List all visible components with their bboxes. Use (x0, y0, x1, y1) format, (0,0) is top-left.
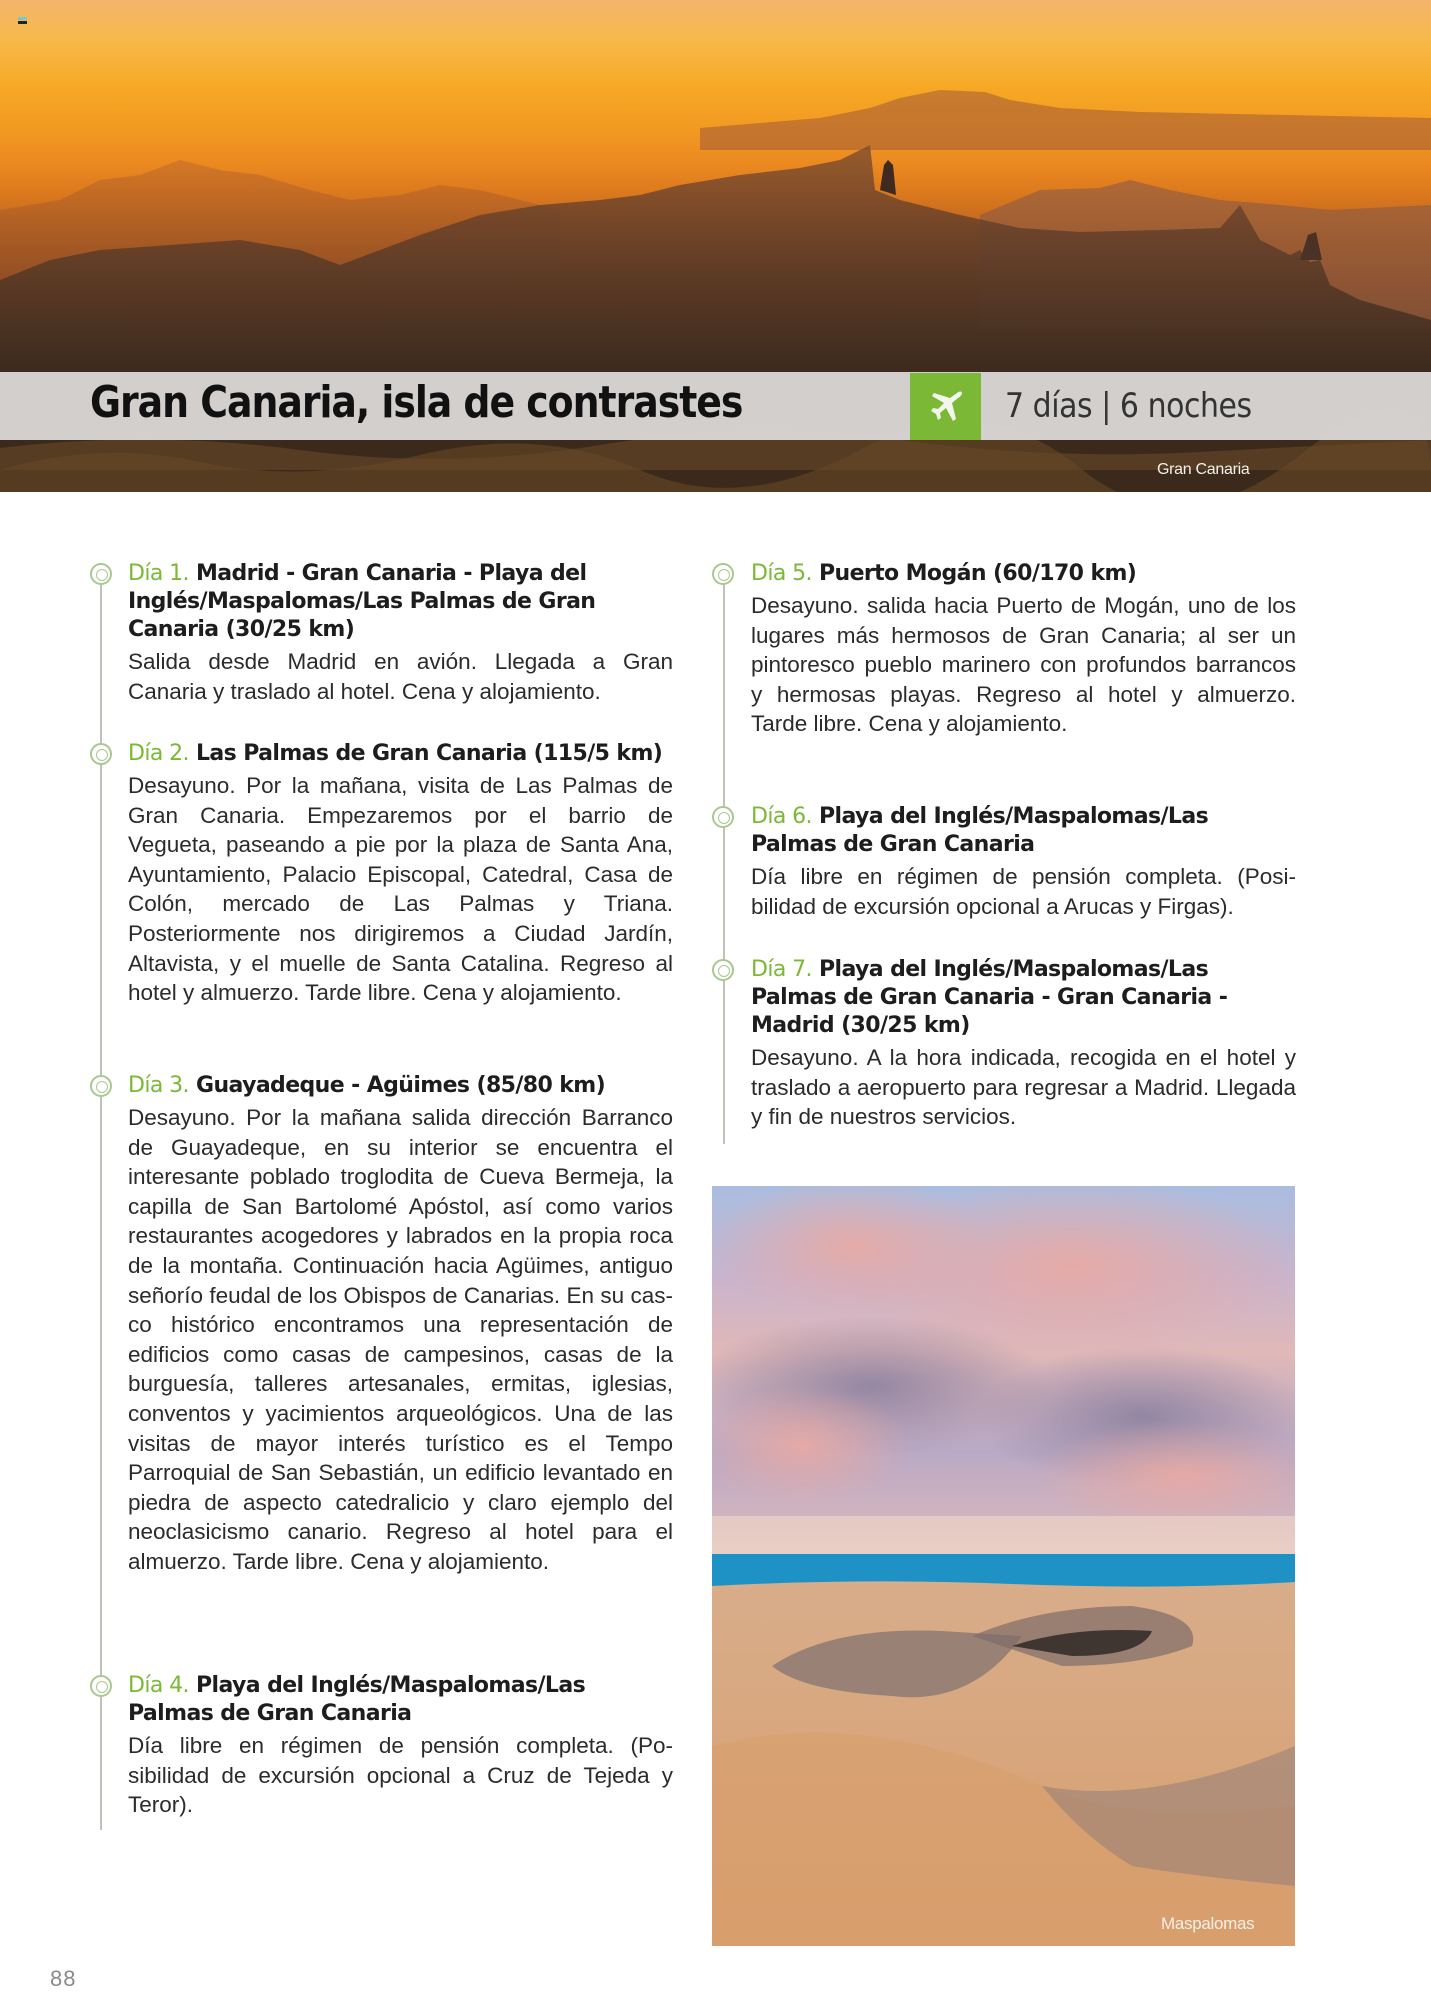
hero-caption: Gran Canaria (1157, 461, 1250, 478)
day-title-line: Palmas de Gran Canaria - Gran Canaria - (751, 985, 1228, 1010)
day-description: Día libre en régimen de pensión completa. (Posibilidad de excursión opcional a Arucas y Firgas). (751, 864, 1296, 919)
day-bullet-icon (90, 743, 112, 765)
airplane-icon (926, 387, 966, 427)
day-description: Día libre en régimen de pensión completa. (Posibilidad de excursión opcional a Cruz de Tejeda y Teror). (128, 1733, 673, 1818)
day-bullet-icon (712, 563, 734, 585)
day-title-line: Las Palmas de Gran Canaria (115/5 km) (195, 741, 663, 766)
day-title-line: Canaria (30/25 km) (128, 617, 355, 642)
itinerary-day-3 (128, 1072, 673, 1577)
itinerary-day-7 (751, 956, 1296, 1132)
day-bullet-icon (90, 1675, 112, 1697)
day-title-line: Palmas de Gran Canaria (128, 1701, 412, 1726)
day-label: Día 3. (128, 1073, 189, 1098)
day-label: Día 4. (128, 1673, 189, 1698)
day-heading (751, 803, 1296, 859)
day-bullet-icon (712, 959, 734, 981)
day-label: Día 7. (751, 957, 812, 982)
day-label: Día 1. (128, 561, 189, 586)
day-label: Día 2. (128, 741, 189, 766)
day-description: Desayuno. Por la mañana, visita de Las Palmas de Gran Canaria. Empezaremos por el barrio de Vegueta, paseando a pie por la plaza de Santa Ana, Ayuntamiento, Palacio Episcopal, Catedral, Casa de Colón, mercado de Las Palmas y Triana. Posteriormente nos dirigiremos a Ciudad Jardín, Altavista, y el muelle de Santa Catalina. Regreso al hotel y almuerzo. Tarde libre. Cena y alojamiento. (128, 773, 673, 1006)
page-number: 88 (50, 1966, 77, 1991)
photo-caption: Maspalomas (1161, 1914, 1255, 1933)
day-heading (128, 1072, 673, 1100)
trip-duration: 7 días | 6 noches (1005, 386, 1252, 426)
day-title-line: Playa del Inglés/Maspalomas/Las (818, 957, 1209, 982)
day-description: Salida desde Madrid en avión. Llegada a Gran Canaria y traslado al hotel. Cena y alojamiento. (128, 649, 673, 704)
day-title-line: Puerto Mogán (60/170 km) (818, 561, 1137, 586)
day-heading (128, 1672, 673, 1728)
transport-badge (910, 373, 981, 440)
day-description: Desayuno. A la hora indicada, recogida en el hotel y traslado a aeropuerto para regresar a Madrid. Llegada y fin de nuestros servicios. (751, 1045, 1296, 1130)
day-title-line: Inglés/Maspalomas/Las Palmas de Gran (128, 589, 596, 614)
day-heading (128, 740, 673, 768)
timeline-line-left (100, 580, 102, 1830)
day-bullet-icon (90, 1075, 112, 1097)
day-title-line: Playa del Inglés/Maspalomas/Las (818, 804, 1209, 829)
dunes-illustration (712, 1186, 1295, 1946)
day-title-line: Palmas de Gran Canaria (751, 832, 1035, 857)
day-description: Desayuno. Por la mañana salida dirección Barranco de Guayadeque, en su interior se encuentra el interesante poblado troglodita de Cueva Bermeja, la capilla de San Bartolomé Apóstol, así como varios restaurantes acogedores y labrados en la propia roca de la montaña. Continuación hacia Agüimes, antiguo señorío feudal de los Obispos de Canarias. En su casco histórico encontramos una representación de edificios como casas de campesinos, casas de la burguesía, talleres artesanales, ermitas, iglesias, conventos y yacimientos arqueológicos. Una de las visitas de mayor interés turístico es el Tempo Parroquial de San Sebastián, un edificio levantado en piedra de aspecto catedralicio y claro ejemplo del neoclasicismo canario. Regreso al hotel para el almuerzo. Tarde libre. Cena y alojamiento. (128, 1105, 673, 1574)
maspalomas-photo (712, 1186, 1295, 1946)
page-title: Gran Canaria, isla de contrastes (90, 377, 743, 428)
corner-mark-icon (18, 17, 27, 25)
day-description: Desayuno. salida hacia Puerto de Mogán, uno de los lugares más hermosos de Gran Canaria; al ser un pintoresco pueblo marinero con profundos barrancos y hermosas playas. Regreso al hotel y almuerzo. Tarde libre. Cena y alojamiento. (751, 593, 1296, 737)
day-heading (751, 956, 1296, 1040)
itinerary-day-1 (128, 560, 673, 706)
day-bullet-icon (712, 806, 734, 828)
itinerary-day-6 (751, 803, 1296, 921)
day-title-line: Playa del Inglés/Maspalomas/Las (195, 1673, 586, 1698)
timeline-line-right (723, 568, 725, 1144)
itinerary-day-2 (128, 740, 673, 1008)
day-label: Día 6. (751, 804, 812, 829)
day-title-line: Madrid - Gran Canaria - Playa del (195, 561, 587, 586)
day-title-line: Madrid (30/25 km) (751, 1013, 970, 1038)
itinerary-day-5 (751, 560, 1296, 739)
day-heading (128, 560, 673, 644)
itinerary-day-4 (128, 1672, 673, 1820)
day-bullet-icon (90, 563, 112, 585)
day-label: Día 5. (751, 561, 812, 586)
day-heading (751, 560, 1296, 588)
day-title-line: Guayadeque - Agüimes (85/80 km) (195, 1073, 606, 1098)
